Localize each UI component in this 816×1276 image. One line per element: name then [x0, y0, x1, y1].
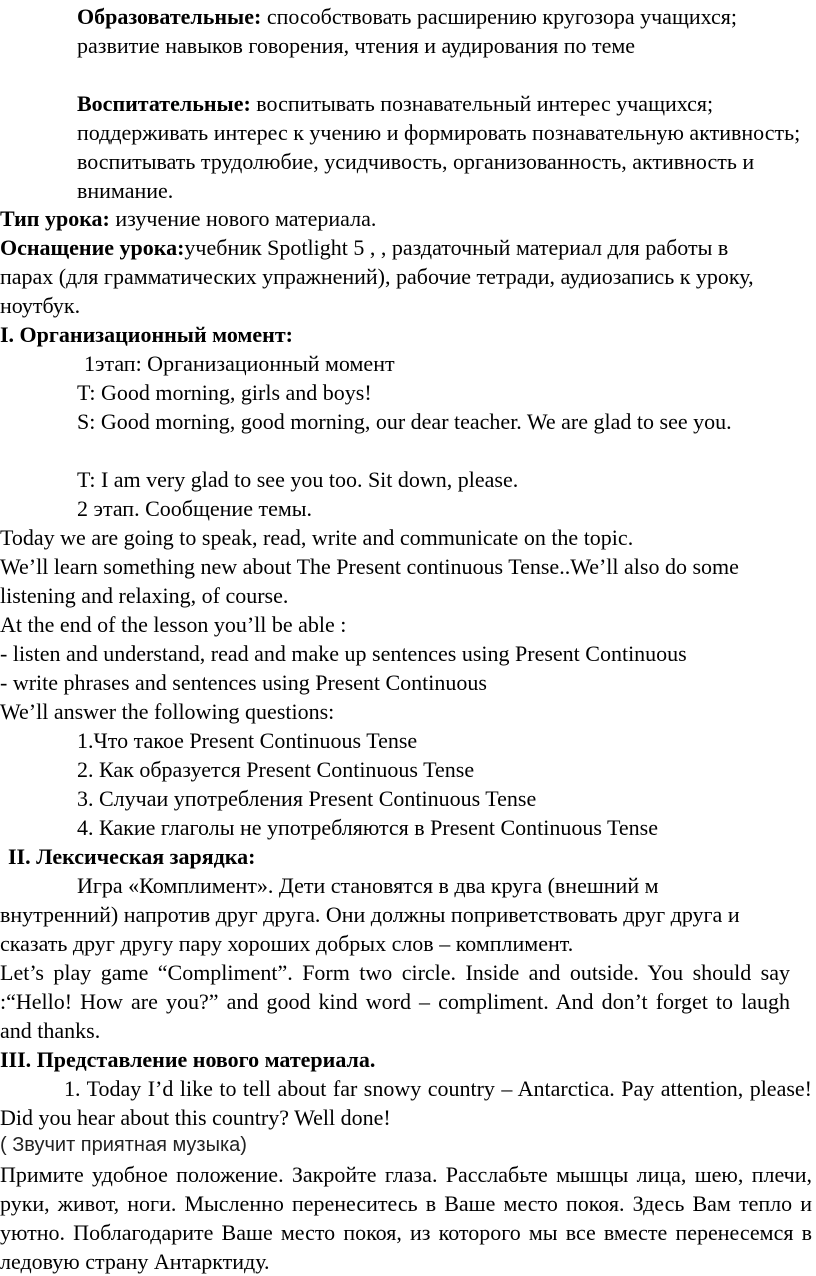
intro-paragraph-4: We’ll answer the following questions: [0, 699, 335, 724]
antarctica-intro: 1. Today I’d like to tell about far snowy country – Antarctica. Pay attention, please! Did you hear about this country? Well done! [0, 1076, 812, 1130]
stage-1: 1этап: Организационный момент [84, 351, 395, 376]
music-note: ( Звучит приятная музыка) [0, 1134, 247, 1156]
intro-paragraph-3: At the end of the lesson you’ll be able : [0, 612, 347, 637]
students-reply: S: Good morning, good morning, our dear teacher. We are glad to see you. [77, 409, 732, 434]
question-item-3: 3. Случаи употребления Present Continuous Tense [77, 786, 537, 811]
question-item-2: 2. Как образуется Present Continuous Tense [77, 757, 475, 782]
teacher-greeting: T: Good morning, girls and boys! [77, 380, 372, 405]
stage-2: 2 этап. Сообщение темы. [77, 496, 313, 521]
question-item-4: 4. Какие глаголы не употребляются в Present Continuous Tense [77, 815, 659, 840]
section-1-title: I. Организационный момент: [0, 322, 293, 347]
intro-paragraph-1: Today we are going to speak, read, write and communicate on the topic. [0, 525, 634, 550]
objective-item-1: - listen and understand, read and make up sentences using Present Continuous [0, 641, 687, 666]
educational-goals [77, 2, 812, 60]
upbringing-goals [77, 89, 812, 205]
section-2-title: II. Лексическая зарядка: [8, 844, 256, 869]
relaxation-text: Примите удобное положение. Закройте глаза. Расслабьте мышцы лица, шею, плечи, руки, живот, ноги. Мысленно перенеситесь в Ваше место покоя. Здесь Вам тепло и уютно. Поблагодарите Ваше место покоя, из которого мы все вместе перенесемся в ледовую страну Антарктиду. [0, 1162, 812, 1274]
upbringing-goals-text: воспитывать познавательный интерес учащихся; поддерживать интерес к учению и формировать познавательную активность; воспитывать трудолюбие, усидчивость, организованность, активность и внимание. [77, 91, 801, 203]
upbringing-goals-label: Воспитательные: [77, 91, 251, 116]
question-item-1: 1.Что такое Present Continuous Tense [77, 728, 418, 753]
educational-goals-text: способствовать расширению кругозора учащихся; развитие навыков говорения, чтения и аудирования по теме [77, 4, 738, 58]
lesson-equipment-label: Оснащение урока: [0, 235, 185, 260]
lesson-type-label: Тип урока: [0, 206, 110, 231]
lesson-equipment-text: учебник Spotlight 5 , , раздаточный материал для работы в парах (для грамматических упражнений), рабочие тетради, аудиозапись к уроку, ноутбук. [0, 235, 754, 318]
objective-item-2: - write phrases and sentences using Present Continuous [0, 670, 487, 695]
teacher-reply: T: I am very glad to see you too. Sit down, please. [77, 467, 519, 492]
lesson-type-text: изучение нового материала. [109, 206, 377, 231]
section-3-title: III. Представление нового материала. [0, 1047, 376, 1072]
educational-goals-label: Образовательные: [77, 4, 262, 29]
compliment-game-ru: Игра «Комплимент». Дети становятся в два круга (внешний м внутренний) напротив друг друга. Они должны поприветствовать друг друга и сказать друг другу пару хороших добрых слов – комплимент. [0, 873, 740, 956]
lesson-equipment [0, 233, 770, 320]
intro-paragraph-2: We’ll learn something new about The Present continuous Tense..We’ll also do some listening and relaxing, of course. [0, 554, 739, 608]
compliment-game-en: Let’s play game “Compliment”. Form two circle. Inside and outside. You should say :“Hello! How are you?” and good kind word – compliment. And don’t forget to laugh and thanks. [0, 960, 790, 1043]
lesson-type [0, 204, 812, 233]
